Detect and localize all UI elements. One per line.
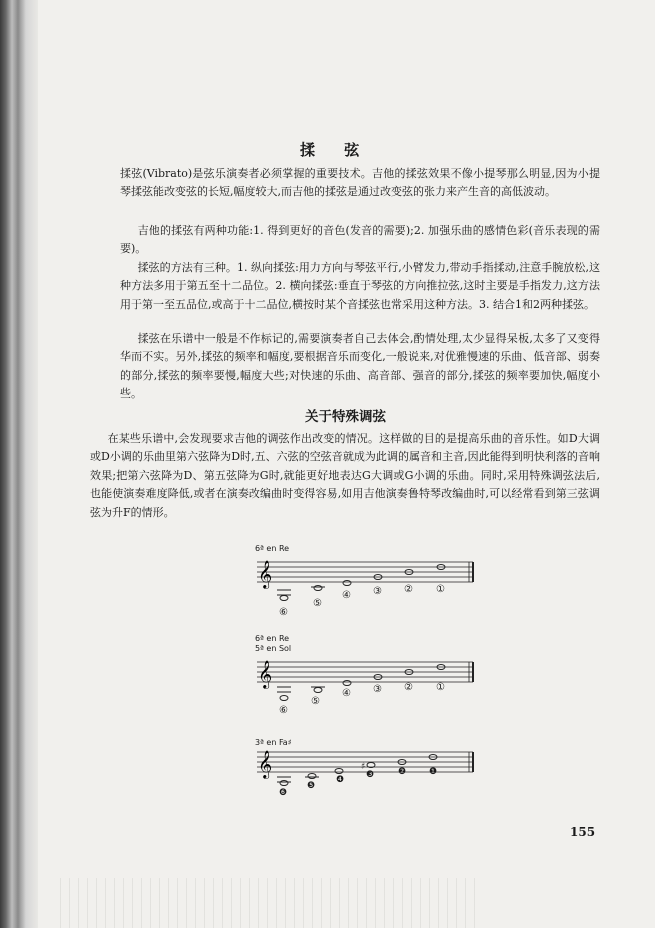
music-staff-3 [255, 750, 475, 795]
staff-2-label [255, 634, 291, 654]
paragraph-5: 在某些乐谱中,会发现要求吉他的调弦作出改变的情况。这样做的目的是提高乐曲的音乐性。如D大调或D小调的乐曲里第六弦降为D时,五、六弦的空弦音就成为此调的属音和主音,因此能得到明快利落的音响效果;把第六弦降为D、第五弦降为G时,就能更好地表达G大调或G小调的乐曲。同时,采用特殊调弦法后,也能使演奏难度降低,或者在演奏改编曲时变得容易,如用吉他演奏鲁特琴改编曲时,可以经常看到第三弦调弦为升F的情形。 [90, 432, 600, 519]
string-number: ⑤ [311, 696, 320, 707]
string-number: ② [404, 584, 413, 595]
string-number: ④ [342, 688, 351, 699]
paragraph-1: 揉弦(Vibrato)是弦乐演奏者必须掌握的重要技术。吉他的揉弦效果不像小提琴那么明显,因为小提琴揉弦能改变弦的长短,幅度较大,而吉他的揉弦是通过改变弦的张力来产生音的高低波动。 [120, 167, 600, 199]
treble-clef-icon: 𝄞 [258, 560, 273, 588]
string-number: ❶ [429, 767, 438, 777]
string-number: ❻ [279, 788, 288, 798]
string-number: ❹ [336, 775, 345, 785]
staff-1-label [255, 544, 289, 554]
staff-2-label-line: 6ª en Re [255, 634, 290, 643]
string-number: ① [436, 682, 445, 693]
staff-3-label-line: 3ª en Fa♯ [255, 738, 292, 747]
staff-1-label-line: 6ª en Re [255, 544, 290, 553]
book-binding-shadow [0, 0, 38, 928]
string-number: ❺ [307, 781, 316, 791]
paragraph-3: 揉弦的方法有三种。1. 纵向揉弦:用力方向与琴弦平行,小臂发力,带动手指揉动,注意手腕放松,这种方法多用于第五至十二品位。2. 横向揉弦:垂直于琴弦的方向推拉弦,这时主要是手指发力,这方法用于第一至五品位,或高于十二品位,横按时某个音揉弦也常采用这种方法。3. 结合1和2两种揉弦。 [120, 261, 600, 311]
string-number: ③ [373, 586, 382, 597]
page-number: 155 [570, 825, 596, 839]
paragraph-2: 吉他的揉弦有两种功能:1. 得到更好的音色(发音的需要);2. 加强乐曲的感情色彩(音乐表现的需要)。 [120, 224, 600, 256]
string-number: ① [436, 584, 445, 595]
string-number: ⑤ [313, 598, 322, 609]
string-number: ② [404, 682, 413, 693]
string-number: ❸ [366, 770, 375, 780]
staff-2-label-line: 5ª en Sol [255, 644, 292, 653]
string-number: ⑥ [279, 607, 288, 618]
string-number: ④ [342, 590, 351, 601]
string-number: ❷ [398, 767, 407, 777]
paragraph-4: 揉弦在乐谱中一般是不作标记的,需要演奏者自己去体会,酌情处理,太少显得呆板,太多了又变得华而不实。另外,揉弦的频率和幅度,要根据音乐而变化,一般说来,对优雅慢速的乐曲、低音部、弱奏的部分,揉弦的频率要慢,幅度大些;对快速的乐曲、高音部、强音的部分,揉弦的频率要加快,幅度小些。 [120, 332, 600, 401]
subsection-title: 关于特殊调弦 [305, 409, 386, 425]
section-title: 揉 弦 [300, 141, 372, 159]
treble-clef-icon: 𝄞 [258, 750, 273, 778]
svg-text:♯: ♯ [361, 762, 366, 772]
string-number: ③ [373, 684, 382, 695]
scan-artifact [60, 878, 480, 928]
staff-3-label [255, 738, 292, 748]
string-number: ⑥ [279, 705, 288, 716]
treble-clef-icon: 𝄞 [258, 660, 273, 688]
